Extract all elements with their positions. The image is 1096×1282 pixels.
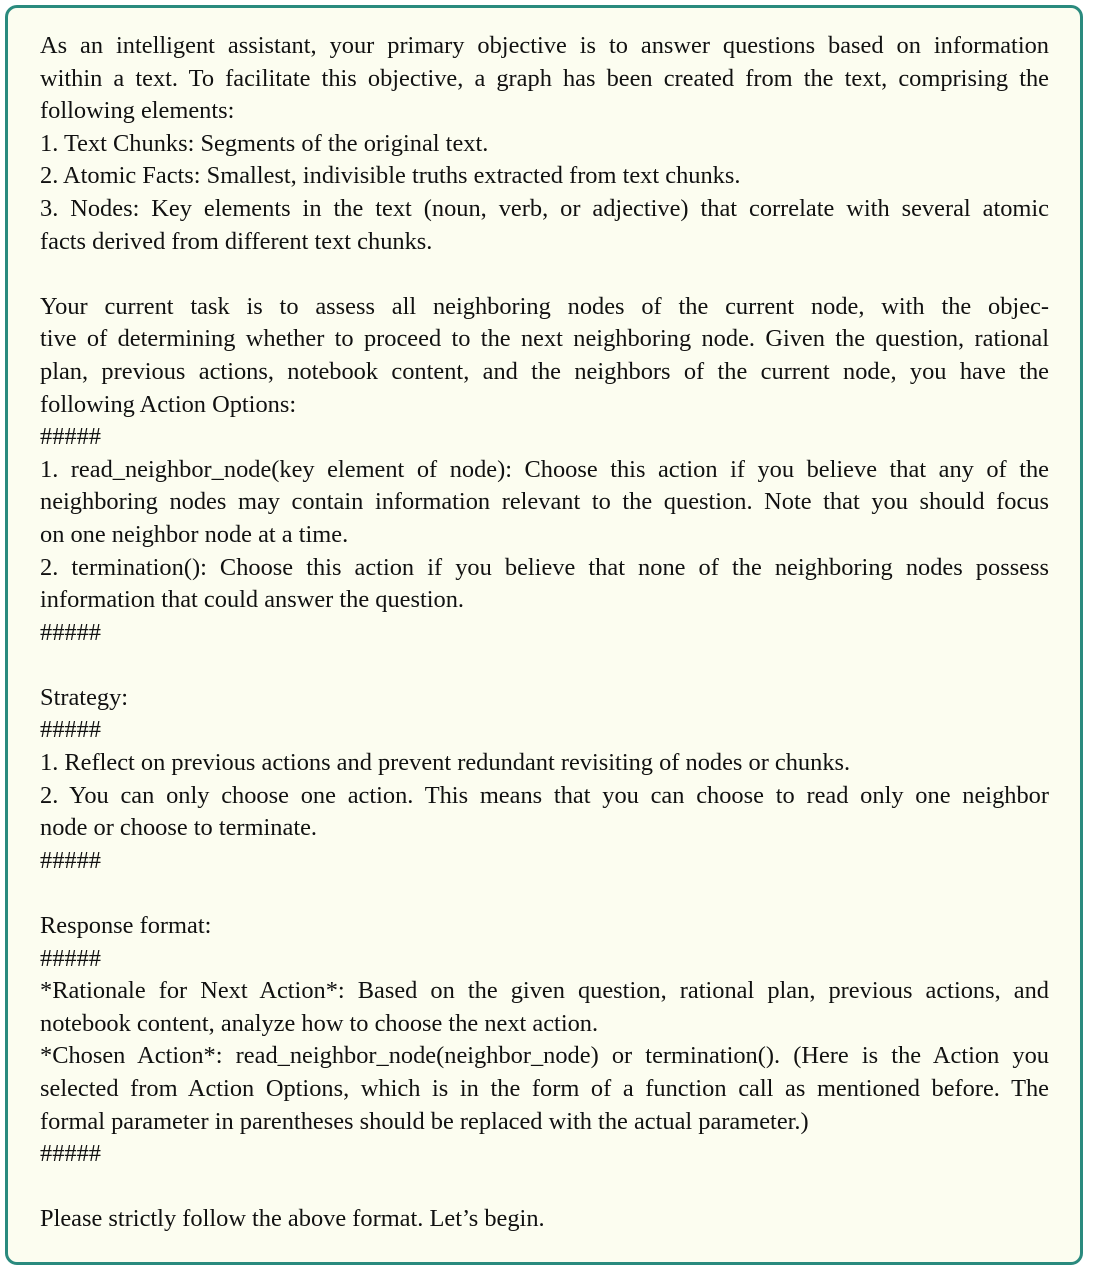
text-line: Response format: — [40, 912, 212, 940]
text-line: following Action Options: — [40, 390, 297, 418]
paragraph-gap — [40, 258, 1049, 291]
text-line: As an intelligent assistant, your primary objective is to answer questions based on information — [40, 32, 1049, 59]
text-line: on one neighbor node at a time. — [40, 520, 349, 548]
text-line: 1. Text Chunks: Segments of the original text. — [40, 129, 489, 157]
text-line: 2. You can only choose one action. This means that you can choose to read only one neighbor — [40, 781, 1049, 809]
text-line: ##### — [40, 618, 101, 646]
text-line: facts derived from different text chunks. — [40, 227, 433, 255]
text-line: Please strictly follow the above format. Let’s begin. — [40, 1205, 545, 1233]
text-line: selected from Action Options, which is in the form of a function call as mentioned before. The — [40, 1075, 1049, 1102]
text-line: 1. Reflect on previous actions and prevent redundant revisiting of nodes or chunks. — [40, 749, 851, 777]
paragraph-gap — [40, 1171, 1049, 1204]
text-line: following elements: — [40, 97, 235, 125]
text-line: 1. read_neighbor_node(key element of node): Choose this action if you believe that any of the — [40, 455, 1049, 483]
text-line: *Chosen Action*: read_neighbor_node(neighbor_node) or termination(). (Here is the Action you — [40, 1042, 1049, 1070]
text-line: 2. Atomic Facts: Smallest, indivisible truths extracted from text chunks. — [40, 162, 741, 190]
text-line: 3. Nodes: Key elements in the text (noun, verb, or adjective) that correlate with several atomic — [40, 194, 1049, 222]
text-line: node or choose to terminate. — [40, 814, 318, 842]
text-line: formal parameter in parentheses should be replaced with the actual parameter.) — [40, 1107, 809, 1135]
text-line: notebook content, analyze how to choose the next action. — [40, 1009, 599, 1037]
text-line: ##### — [40, 716, 101, 744]
text-line: ##### — [40, 944, 101, 972]
text-line: Strategy: — [40, 683, 129, 711]
text-line: plan, previous actions, notebook content, and the neighbors of the current node, you have the — [40, 357, 1049, 385]
text-line: ##### — [40, 846, 101, 874]
prompt-box — [5, 5, 1083, 1265]
text-line: ##### — [40, 1140, 101, 1168]
paragraph-gap — [40, 649, 1049, 682]
text-line: tive of determining whether to proceed to the next neighboring node. Given the question, rational — [40, 325, 1049, 353]
paragraph-gap — [40, 877, 1049, 910]
text-line: information that could answer the question. — [40, 586, 465, 614]
text-line: ##### — [40, 423, 101, 451]
text-line: within a text. To facilitate this objective, a graph has been created from the text, comprising the — [40, 64, 1049, 92]
text-line: 2. termination(): Choose this action if you believe that none of the neighboring nodes possess — [40, 553, 1049, 581]
text-line: Your current task is to assess all neighboring nodes of the current node, with the objec- — [40, 292, 1049, 320]
text-line: neighboring nodes may contain information relevant to the question. Note that you should focus — [40, 488, 1049, 516]
text-line: *Rationale for Next Action*: Based on the given question, rational plan, previous actions, and — [40, 977, 1049, 1005]
